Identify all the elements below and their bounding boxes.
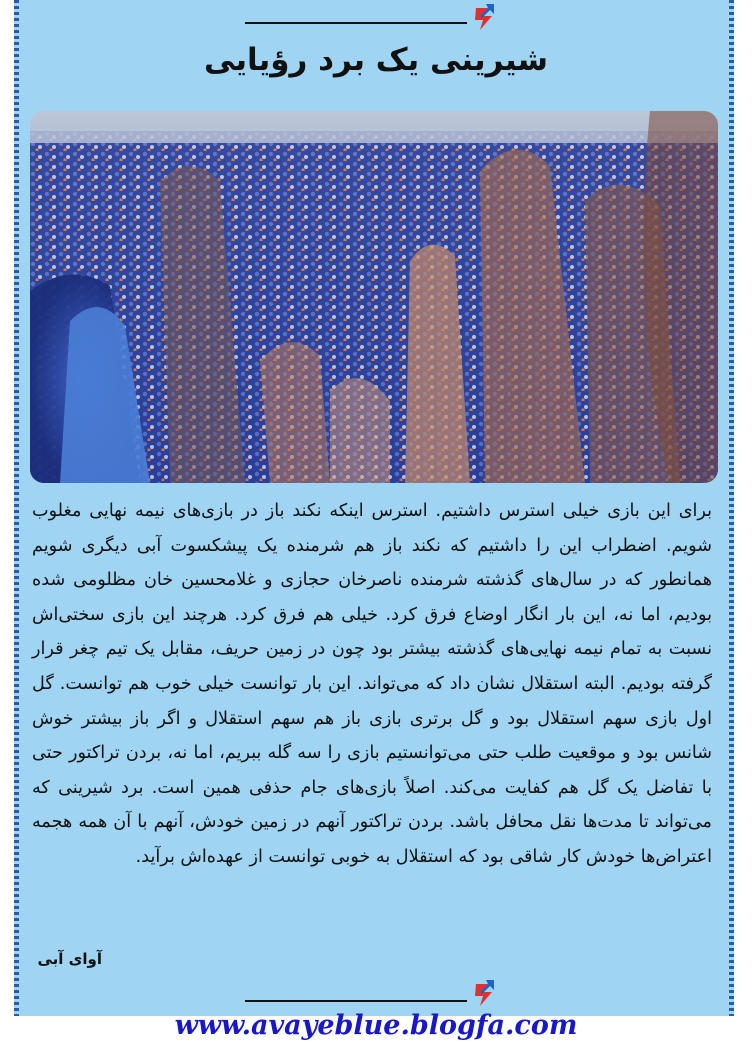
left-dotted-border: [14, 0, 19, 1016]
bottom-logo-arrows-icon: [470, 978, 496, 1008]
author-signature: آوای آبی: [37, 950, 102, 968]
top-rule: [245, 22, 467, 24]
crowd-of-fans-image: [30, 111, 718, 483]
website-link[interactable]: www.avayeblue.blogfa.com: [174, 1010, 578, 1041]
top-logo-arrows-icon: [470, 2, 496, 32]
article-body: برای این بازی خیلی استرس داشتیم. استرس اینکه نکند باز در بازی‌های نیمه نهایی مغلوب شویم. اضطراب این را داشتیم که نکند باز هم شرمنده یک پیشکسوت آبی دیگری شویم همانطور که در سال‌های گذشته شرمنده ناصرخان حجازی و غلامحسین خان مظلومی شده بودیم، اما نه، این بار انگار اوضاع فرق کرد. خیلی هم فرق کرد. هرچند این بازی سختی‌اش نسبت به تمام نیمه نهایی‌های گذشته بیشتر بود چون در زمین حریف، مقابل یک تیم چغر قرار گرفته بودیم. البته استقلال نشان داد که می‌تواند. این بار توانست خیلی خوب هم توانست. گل اول بازی سهم استقلال بود و گل برتری بازی باز هم سهم استقلال و اگر باز بیشتر خوش شانس بود و موقعیت طلب حتی می‌توانستیم بازی را سه گله ببریم، اما نه، بردن تراکتور حتی با تفاضل یک گل هم کفایت می‌کند. اصلاً بازی‌های جام حذفی همین است. برد شیرینی که می‌تواند تا مدت‌ها نقل محافل باشد. بردن تراکتور آنهم در زمین خودش، آنهم با آن همه هجمه اعتراض‌ها خودش کار شاقی بود که استقلال به خوبی توانست از عهده‌اش برآید.: [32, 501, 712, 867]
bottom-rule: [245, 1000, 467, 1002]
crowd-photo: [30, 111, 718, 483]
right-dotted-border: [729, 0, 734, 1016]
article-headline: شیرینی یک برد رؤیایی: [203, 42, 549, 78]
